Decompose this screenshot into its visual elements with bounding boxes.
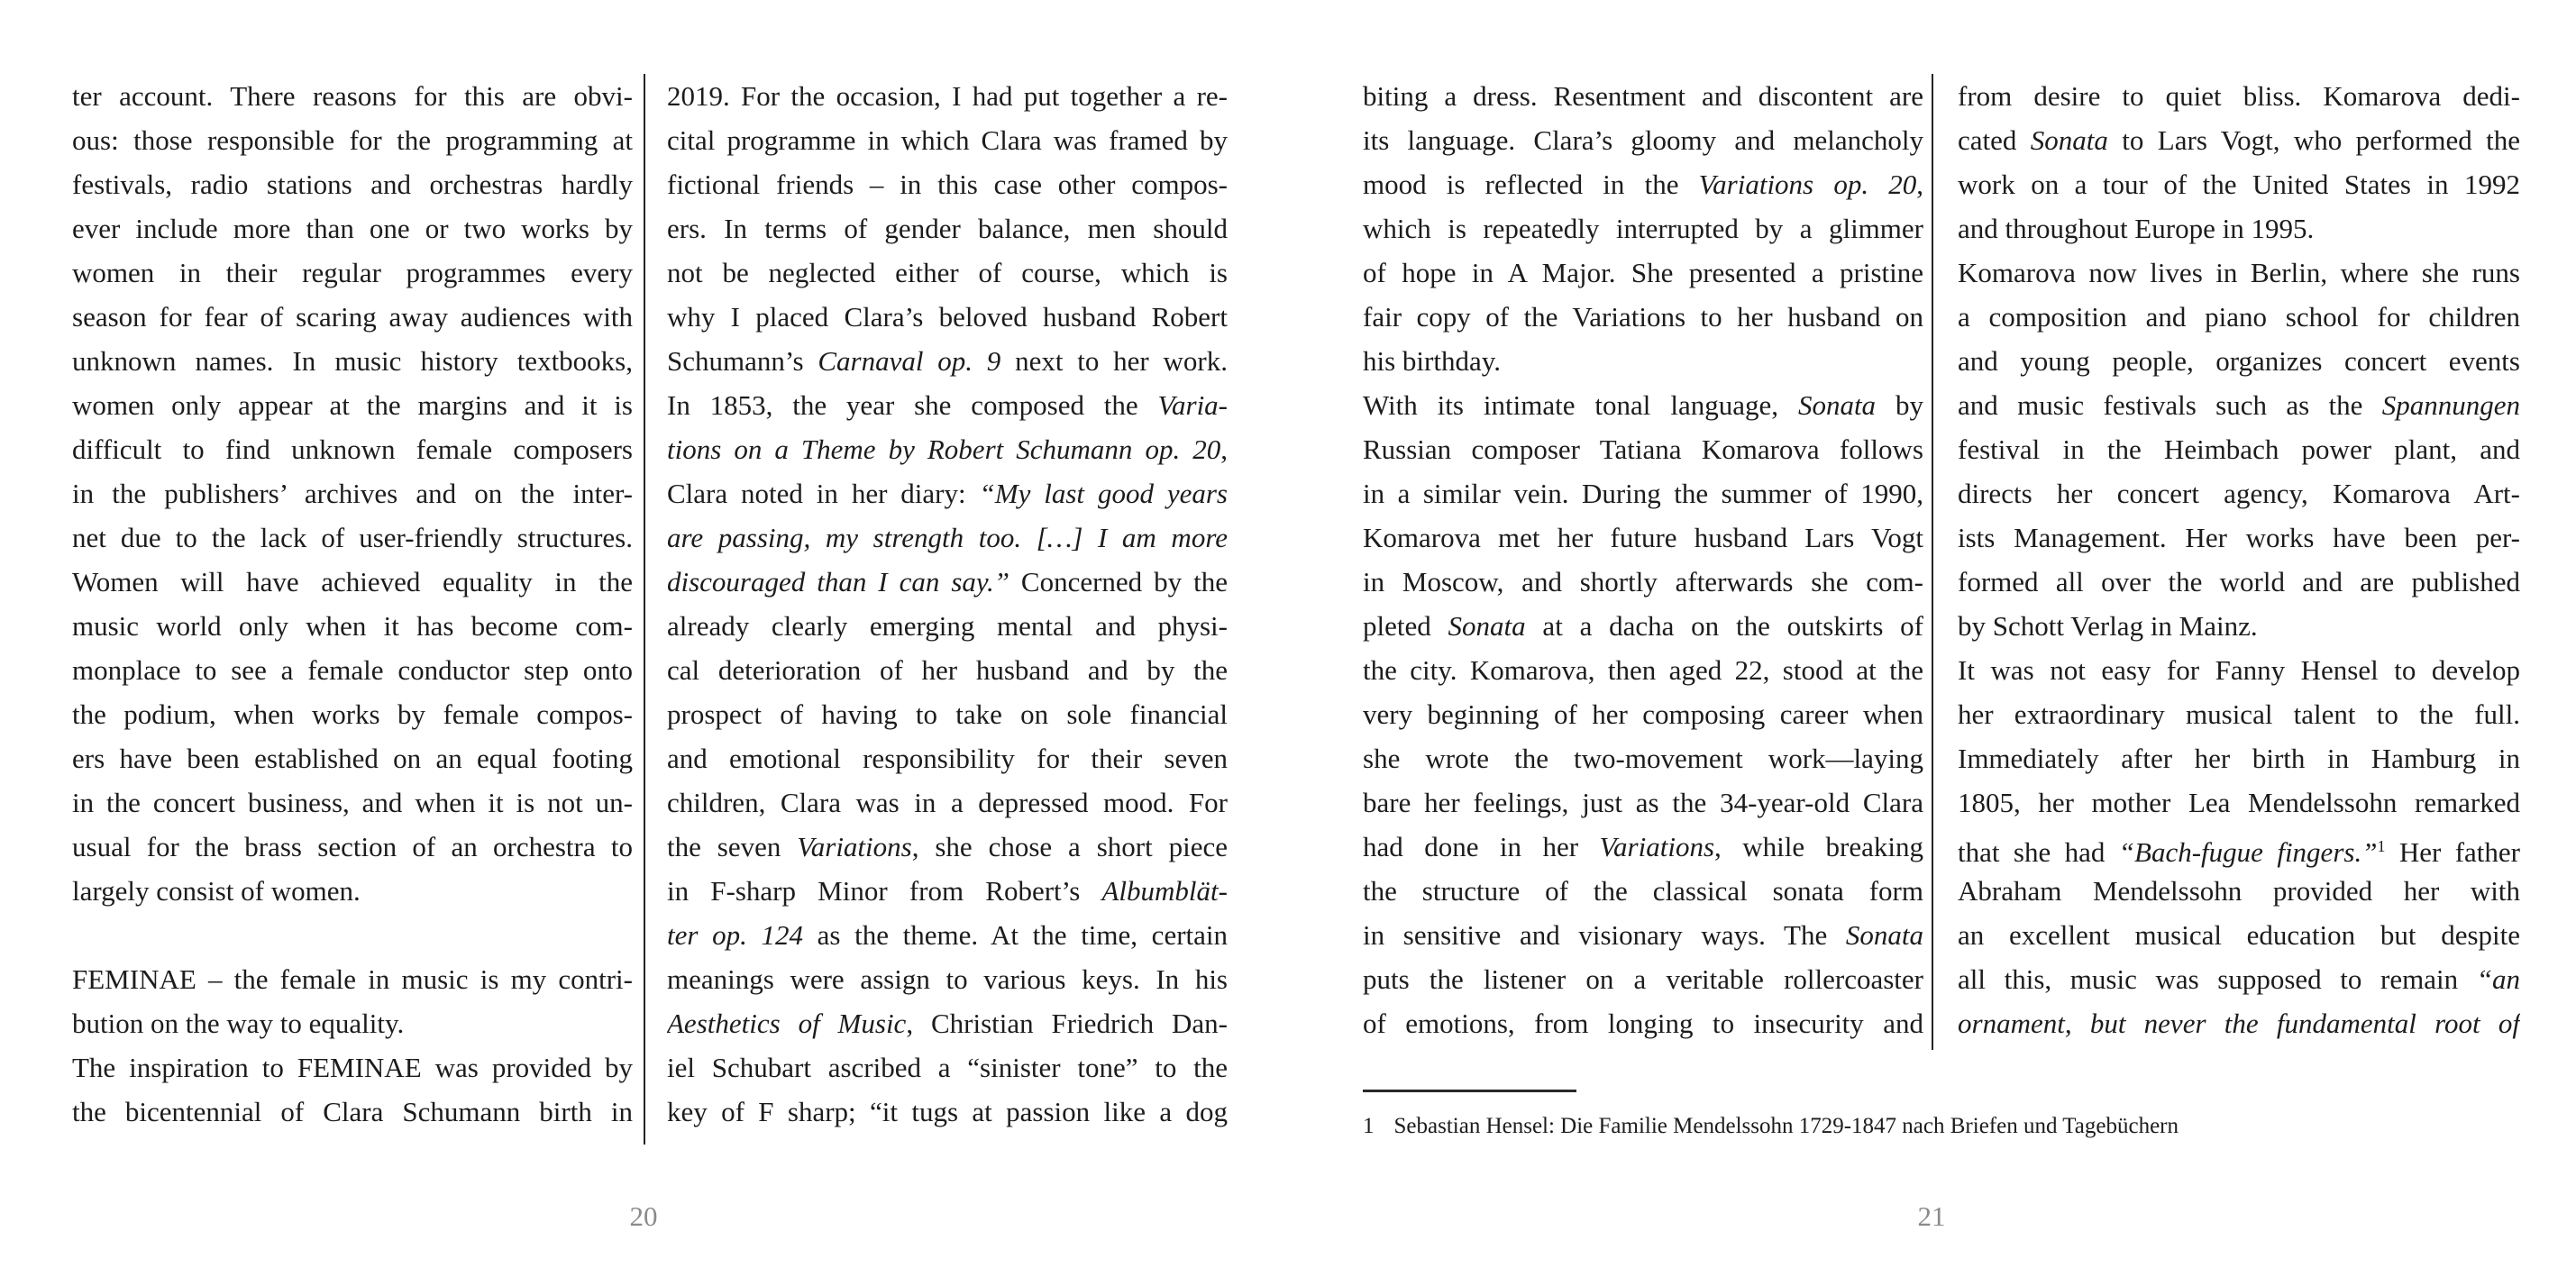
page-21-column-right bbox=[1958, 74, 2520, 1045]
text-line: in Moscow, and shortly afterwards she com- bbox=[1363, 566, 1923, 597]
text-line: festival in the Heimbach power plant, and bbox=[1958, 433, 2520, 465]
text-line: already clearly emerging mental and physi- bbox=[667, 610, 1228, 642]
text-line: in the concert business, and when it is not un- bbox=[72, 787, 633, 818]
text-line: tions on a Theme by Robert Schumann op. 20, bbox=[667, 433, 1228, 465]
text-line: all this, music was supposed to remain “an bbox=[1958, 963, 2520, 995]
footnote-text: Sebastian Hensel: Die Familie Mendelssohn 1729-1847 nach Briefen und Tagebüchern bbox=[1393, 1114, 2179, 1138]
text-line: 1805, her mother Lea Mendelssohn remarked bbox=[1958, 787, 2520, 818]
text-line: 2019. For the occasion, I had put together a re- bbox=[667, 80, 1228, 112]
footnote bbox=[1363, 1112, 2535, 1141]
text-line: Russian composer Tatiana Komarova follows bbox=[1363, 433, 1923, 465]
text-line: iel Schubart ascribed a “sinister tone” to the bbox=[667, 1052, 1228, 1083]
text-line: key of F sharp; “it tugs at passion like a dog bbox=[667, 1096, 1228, 1127]
text-line: her extraordinary musical talent to the full. bbox=[1958, 698, 2520, 730]
text-line: Clara noted in her diary: “My last good years bbox=[667, 478, 1228, 509]
text-line: are passing, my strength too. […] I am more bbox=[667, 522, 1228, 553]
text-line: cated Sonata to Lars Vogt, who performed the bbox=[1958, 124, 2520, 156]
text-line: in F-sharp Minor from Robert’s Albumblät- bbox=[667, 875, 1228, 907]
footnote-marker: 1 bbox=[1363, 1114, 1375, 1138]
text-line: very beginning of her composing career when bbox=[1363, 698, 1923, 730]
text-line: she wrote the two-movement work—laying bbox=[1363, 743, 1923, 774]
text-line: cital programme in which Clara was framed by bbox=[667, 124, 1228, 156]
text-line: difficult to find unknown female composers bbox=[72, 433, 633, 465]
text-line: by Schott Verlag in Mainz. bbox=[1958, 610, 2258, 642]
text-line: Aesthetics of Music, Christian Friedrich Dan- bbox=[667, 1008, 1228, 1039]
page-20-column-divider bbox=[644, 74, 645, 1145]
text-line: The inspiration to FEMINAE was provided by bbox=[72, 1052, 633, 1083]
text-line: in the publishers’ archives and on the inter- bbox=[72, 478, 633, 509]
text-line: pleted Sonata at a dacha on the outskirts of bbox=[1363, 610, 1923, 642]
text-line: and music festivals such as the Spannungen bbox=[1958, 389, 2520, 421]
text-line: cal deterioration of her husband and by the bbox=[667, 654, 1228, 686]
text-line: ous: those responsible for the programming at bbox=[72, 124, 633, 156]
text-line: net due to the lack of user-friendly structures. bbox=[72, 522, 633, 553]
text-line: women in their regular programmes every bbox=[72, 257, 633, 288]
text-line: In 1853, the year she composed the Varia- bbox=[667, 389, 1228, 421]
text-line: an excellent musical education but despite bbox=[1958, 919, 2520, 951]
text-line: from desire to quiet bliss. Komarova dedi- bbox=[1958, 80, 2520, 112]
page-number-left: 20 bbox=[629, 1200, 658, 1232]
text-line: which is repeatedly interrupted by a glimmer bbox=[1363, 213, 1923, 244]
page-20-column-right bbox=[667, 74, 1228, 1134]
page-21-column-left bbox=[1363, 74, 1923, 1045]
text-line: of hope in A Major. She presented a pristine bbox=[1363, 257, 1923, 288]
text-line: not be neglected either of course, which is bbox=[667, 257, 1228, 288]
text-line: children, Clara was in a depressed mood. For bbox=[667, 787, 1228, 818]
text-line: of emotions, from longing to insecurity and bbox=[1363, 1008, 1923, 1039]
text-line: puts the listener on a veritable rollercoaster bbox=[1363, 963, 1923, 995]
text-line: music world only when it has become com- bbox=[72, 610, 633, 642]
text-line: Komarova met her future husband Lars Vogt bbox=[1363, 522, 1923, 553]
text-line: his birthday. bbox=[1363, 345, 1501, 377]
text-line: ter account. There reasons for this are obvi- bbox=[72, 80, 633, 112]
text-line: unknown names. In music history textbooks, bbox=[72, 345, 633, 377]
text-line: Komarova now lives in Berlin, where she runs bbox=[1958, 257, 2520, 288]
text-line: had done in her Variations, while breaking bbox=[1363, 831, 1923, 862]
text-line: mood is reflected in the Variations op. 20, bbox=[1363, 169, 1923, 200]
text-line: the bicentennial of Clara Schumann birth in bbox=[72, 1096, 633, 1127]
footnote-rule bbox=[1363, 1090, 1576, 1092]
text-line: ers have been established on an equal footing bbox=[72, 743, 633, 774]
text-line: its language. Clara’s gloomy and melancholy bbox=[1363, 124, 1923, 156]
text-line: ter op. 124 as the theme. At the time, certain bbox=[667, 919, 1228, 951]
text-line: ever include more than one or two works by bbox=[72, 213, 633, 244]
text-line: fair copy of the Variations to her husband on bbox=[1363, 301, 1923, 333]
text-line: and emotional responsibility for their seven bbox=[667, 743, 1228, 774]
text-line: Women will have achieved equality in the bbox=[72, 566, 633, 597]
text-line: work on a tour of the United States in 1992 bbox=[1958, 169, 2520, 200]
text-line: largely consist of women. bbox=[72, 875, 361, 907]
text-line: and throughout Europe in 1995. bbox=[1958, 213, 2315, 244]
text-line: meanings were assign to various keys. In his bbox=[667, 963, 1228, 995]
text-line: Abraham Mendelssohn provided her with bbox=[1958, 875, 2520, 907]
text-line: usual for the brass section of an orchestra to bbox=[72, 831, 633, 862]
text-line: season for fear of scaring away audiences with bbox=[72, 301, 633, 333]
page-21-column-divider bbox=[1932, 74, 1933, 1050]
text-line: the city. Komarova, then aged 22, stood at the bbox=[1363, 654, 1923, 686]
text-line: women only appear at the margins and it is bbox=[72, 389, 633, 421]
text-line: ists Management. Her works have been per- bbox=[1958, 522, 2520, 553]
text-line: FEMINAE – the female in music is my contri- bbox=[72, 963, 633, 995]
text-line: the seven Variations, she chose a short piece bbox=[667, 831, 1228, 862]
text-line: directs her concert agency, Komarova Art- bbox=[1958, 478, 2520, 509]
text-line: Immediately after her birth in Hamburg in bbox=[1958, 743, 2520, 774]
page-number-right: 21 bbox=[1917, 1200, 1946, 1232]
blank-line bbox=[72, 913, 633, 957]
text-line: fictional friends – in this case other compos- bbox=[667, 169, 1228, 200]
text-line: ers. In terms of gender balance, men should bbox=[667, 213, 1228, 244]
page-20-column-left bbox=[72, 74, 633, 1134]
text-line: in a similar vein. During the summer of 1990, bbox=[1363, 478, 1923, 509]
text-line: that she had “Bach-fugue fingers.”$^1$ Her father bbox=[1958, 835, 2520, 868]
text-line: prospect of having to take on sole financial bbox=[667, 698, 1228, 730]
text-line: formed all over the world and are published bbox=[1958, 566, 2520, 597]
text-line: bution on the way to equality. bbox=[72, 1008, 405, 1039]
text-line: It was not easy for Fanny Hensel to develop bbox=[1958, 654, 2520, 686]
text-line: biting a dress. Resentment and discontent are bbox=[1363, 80, 1923, 112]
text-line: Schumann’s Carnaval op. 9 next to her work. bbox=[667, 345, 1228, 377]
text-line: discouraged than I can say.” Concerned by the bbox=[667, 566, 1228, 597]
text-line: the podium, when works by female compos- bbox=[72, 698, 633, 730]
text-line: festivals, radio stations and orchestras hardly bbox=[72, 169, 633, 200]
text-line: and young people, organizes concert events bbox=[1958, 345, 2520, 377]
text-line: in sensitive and visionary ways. The Sonata bbox=[1363, 919, 1923, 951]
text-line: ornament, but never the fundamental root of bbox=[1958, 1008, 2520, 1039]
text-line: the structure of the classical sonata form bbox=[1363, 875, 1923, 907]
text-line: why I placed Clara’s beloved husband Robert bbox=[667, 301, 1228, 333]
text-line: a composition and piano school for children bbox=[1958, 301, 2520, 333]
text-line: With its intimate tonal language, Sonata by bbox=[1363, 389, 1923, 421]
text-line: bare her feelings, just as the 34-year-old Clara bbox=[1363, 787, 1923, 818]
text-line: monplace to see a female conductor step onto bbox=[72, 654, 633, 686]
